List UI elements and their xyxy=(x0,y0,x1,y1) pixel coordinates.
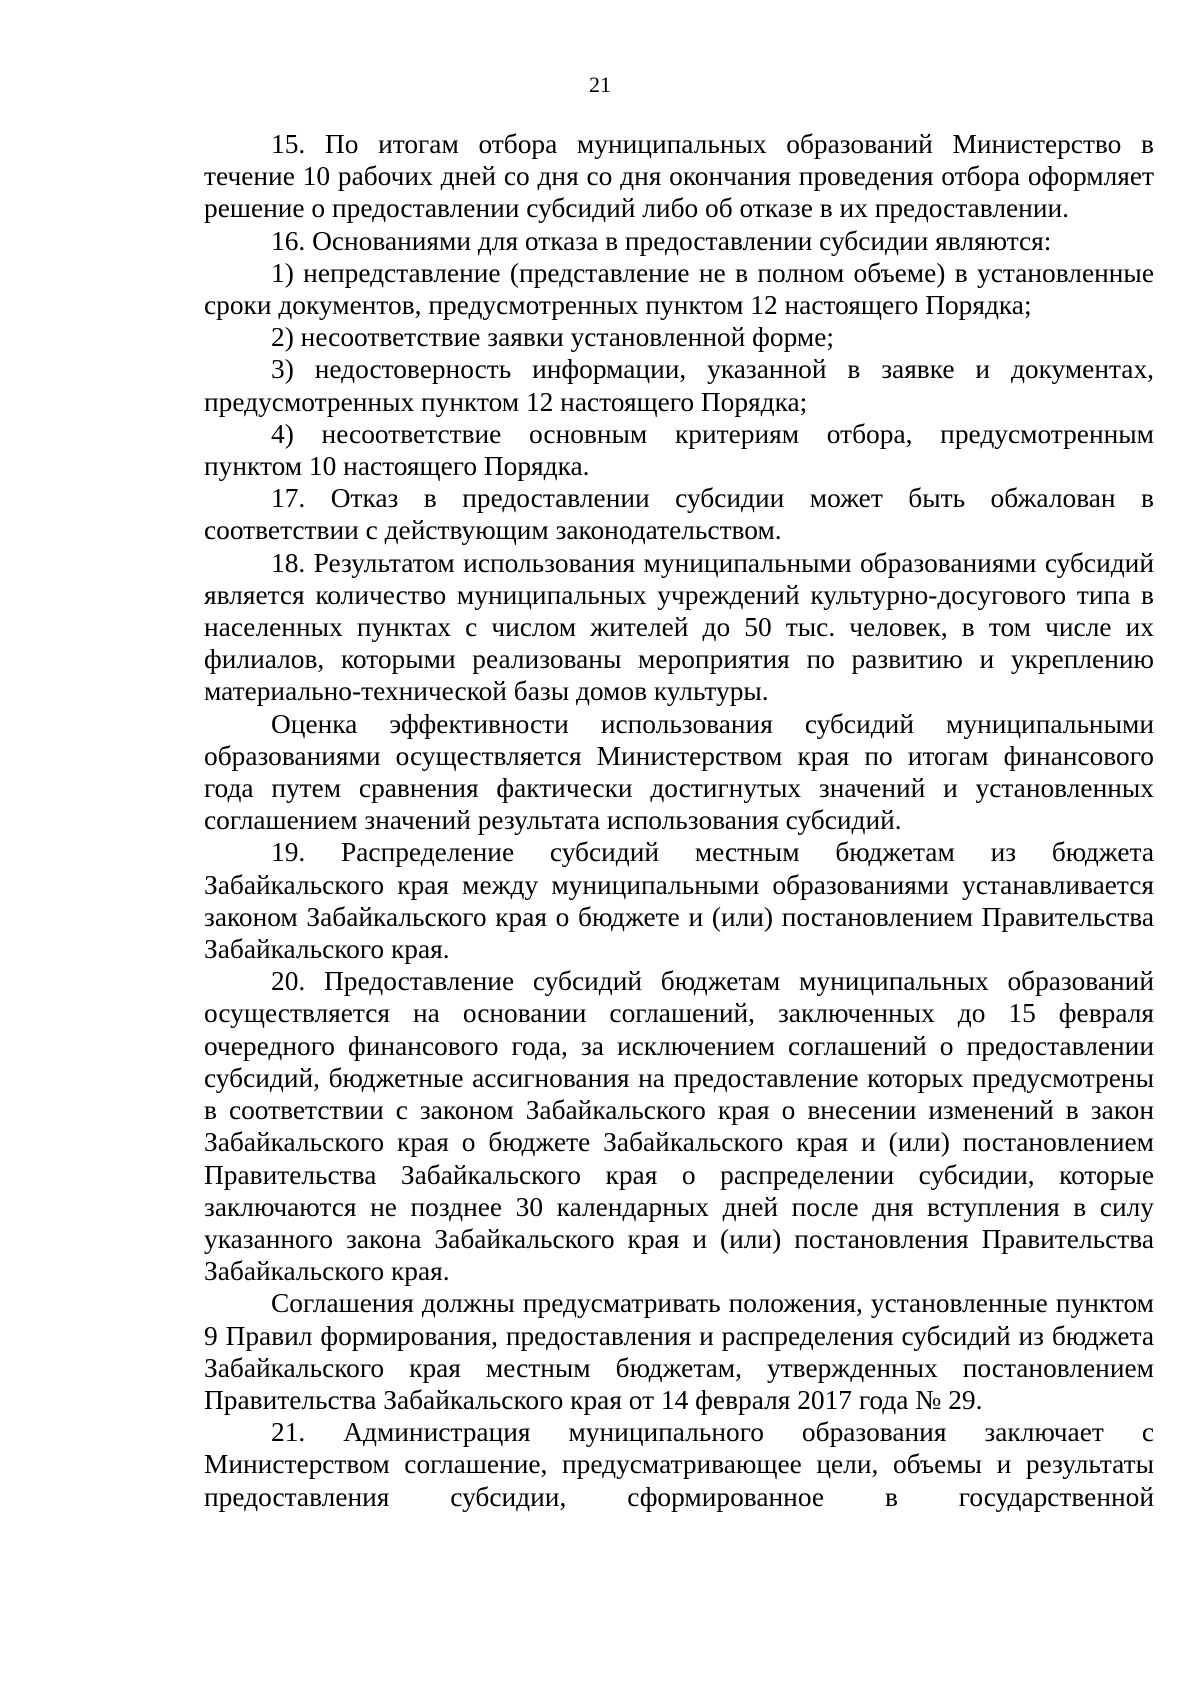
paragraph-18: 18. Результатом использования муниципальными образованиями субсидий является количество муниципальных учреждений культурно-досугового типа в населенных пунктах с числом жителей до 50 тыс. человек, в том числе их филиалов, которыми реализованы мероприятия по развитию и укреплению материально-технической базы домов культуры. xyxy=(204,547,1154,707)
paragraph-15: 15. По итогам отбора муниципальных образований Министерство в течение 10 рабочих дней со дня со дня окончания проведения отбора оформляет решение о предоставлении субсидий либо об отказе в их предоставлении. xyxy=(204,129,1154,224)
paragraph-16-item-1: 1) непредставление (представление не в полном объеме) в установленные сроки документов, предусмотренных пунктом 12 настоящего Порядка; xyxy=(204,257,1154,321)
document-body xyxy=(204,128,1154,1513)
paragraph-17: 17. Отказ в предоставлении субсидии может быть обжалован в соответствии с действующим законодательством. xyxy=(204,483,1154,546)
page-number: 21 xyxy=(589,72,611,97)
paragraph-18-evaluation: Оценка эффективности использования субсидий муниципальными образованиями осуществляется Министерством края по итогам финансового года путем сравнения фактически достигнутых значений и установленных соглашением значений результата использования субсидий. xyxy=(204,708,1154,836)
paragraph-19: 19. Распределение субсидий местным бюджетам из бюджета Забайкальского края между муниципальными образованиями устанавливается законом Забайкальского края о бюджете и (или) постановлением Правительства Забайкальского края. xyxy=(204,837,1154,965)
paragraph-16-item-4: 4) несоответствие основным критериям отбора, предусмотренным пунктом 10 настоящего Порядка. xyxy=(204,418,1154,482)
paragraph-16-item-3: 3) недостоверность информации, указанной в заявке и документах, предусмотренных пунктом 12 настоящего Порядка; xyxy=(204,354,1154,417)
paragraph-20: 20. Предоставление субсидий бюджетам муниципальных образований осуществляется на основании соглашений, заключенных до 15 февраля очередного финансового года, за исключением соглашений о предоставлении субсидий, бюджетные ассигнования на предоставление которых предусмотрены в соответствии с законом Забайкальского края о внесении изменений в закон Забайкальского края о бюджете Забайкальского края и (или) постановлением Правительства Забайкальского края о распределении субсидии, которые заключаются не позднее 30 календарных дней после дня вступления в силу указанного закона Забайкальского края и (или) постановления Правительства Забайкальского края. xyxy=(204,966,1154,1287)
paragraph-16-item-2: 2) несоответствие заявки установленной форме; xyxy=(271,322,835,353)
paragraph-16: 16. Основаниями для отказа в предоставлении субсидии являются: xyxy=(271,225,1052,256)
paragraph-20-agreements: Соглашения должны предусматривать положения, установленные пунктом 9 Правил формирования, предоставления и распределения субсидий из бюджета Забайкальского края местным бюджетам, утвержденных постановлением Правительства Забайкальского края от 14 февраля 2017 года № 29. xyxy=(204,1288,1154,1415)
paragraph-21: 21. Администрация муниципального образования заключает с Министерством соглашение, предусматривающее цели, объемы и результаты предоставления субсидии, сформированное в государственной xyxy=(204,1417,1154,1512)
